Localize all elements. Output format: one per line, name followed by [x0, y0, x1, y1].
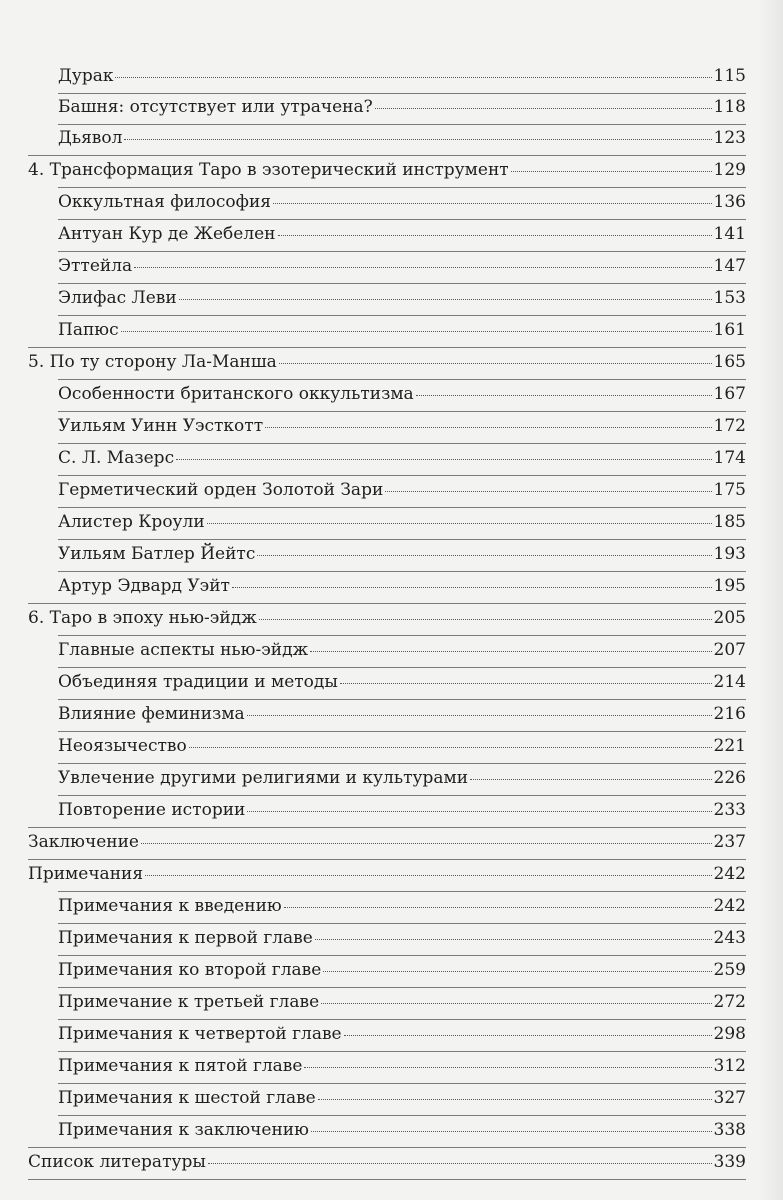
toc-entry-title: Примечания к шестой главе — [58, 1088, 316, 1108]
toc-entry-page: 207 — [713, 640, 746, 660]
toc-entry-page: 129 — [713, 160, 746, 180]
toc-entry[interactable] — [58, 798, 746, 822]
divider-rule — [58, 251, 746, 252]
divider-rule — [58, 1019, 746, 1020]
toc-entry-title: Главные аспекты нью-эйдж — [58, 640, 309, 660]
dot-leader — [265, 427, 711, 428]
toc-entry[interactable] — [58, 190, 746, 214]
toc-entry-page: 205 — [713, 608, 746, 628]
toc-entry-page: 237 — [713, 832, 746, 852]
toc-entry-title: Артур Эдвард Уэйт — [58, 576, 230, 596]
divider-rule — [58, 1051, 746, 1052]
toc-entry-page: 136 — [713, 192, 746, 212]
dot-leader — [310, 651, 711, 652]
dot-leader — [511, 171, 712, 172]
dot-leader — [121, 331, 712, 332]
divider-rule — [58, 1083, 746, 1084]
toc-entry-title: Примечания к введению — [58, 896, 282, 916]
toc-entry-title: 6. Таро в эпоху нью-эйдж — [28, 608, 257, 628]
toc-chapter-entry[interactable] — [28, 862, 746, 886]
divider-rule — [58, 1115, 746, 1116]
dot-leader — [318, 1099, 712, 1100]
divider-rule — [58, 475, 746, 476]
toc-entry-title: Влияние феминизма — [58, 704, 245, 724]
divider-rule — [58, 955, 746, 956]
toc-entry-title: Элифас Леви — [58, 288, 177, 308]
toc-entry-page: 226 — [713, 768, 746, 788]
dot-leader — [247, 715, 712, 716]
toc-entry[interactable] — [58, 318, 746, 342]
toc-entry[interactable] — [58, 1086, 746, 1110]
toc-entry-page: 298 — [713, 1024, 746, 1044]
toc-entry-title: Заключение — [28, 832, 139, 852]
dot-leader — [344, 1035, 712, 1036]
dot-leader — [416, 395, 712, 396]
divider-rule — [58, 891, 746, 892]
toc-entry-page: 242 — [713, 896, 746, 916]
dot-leader — [232, 587, 712, 588]
toc-chapter-entry[interactable] — [28, 830, 746, 854]
divider-rule — [28, 347, 746, 348]
dot-leader — [273, 203, 712, 204]
toc-entry-title: Примечания к первой главе — [58, 928, 313, 948]
divider-rule — [58, 443, 746, 444]
toc-entry-page: 153 — [713, 288, 746, 308]
toc-entry-title: Оккультная философия — [58, 192, 272, 212]
toc-entry-page: 161 — [713, 320, 746, 340]
dot-leader — [259, 619, 712, 620]
toc-entry-page: 327 — [713, 1088, 746, 1108]
toc-entry-page: 165 — [713, 352, 746, 372]
divider-rule — [28, 1147, 746, 1148]
toc-entry-title: 4. Трансформация Таро в эзотерический инструмент — [28, 160, 509, 180]
dot-leader — [340, 683, 712, 684]
toc-entry-page: 216 — [713, 704, 746, 724]
toc-entry-title: Башня: отсутствует или утрачена? — [58, 97, 373, 117]
toc-entry-page: 172 — [713, 416, 746, 436]
toc-entry[interactable] — [58, 126, 746, 150]
toc-entry-title: Примечания ко второй главе — [58, 960, 322, 980]
toc-entry-page: 147 — [713, 256, 746, 276]
divider-rule — [28, 827, 746, 828]
dot-leader — [304, 1067, 711, 1068]
divider-rule — [28, 1179, 746, 1180]
divider-rule — [58, 315, 746, 316]
toc-entry-title: Примечания к пятой главе — [58, 1056, 303, 1076]
toc-entry-page: 312 — [713, 1056, 746, 1076]
toc-entry[interactable] — [58, 702, 746, 726]
divider-rule — [58, 219, 746, 220]
toc-entry-title: Объединяя традиции и методы — [58, 672, 338, 692]
toc-entry-title: Список литературы — [28, 1152, 206, 1172]
toc-entry-title: Повторение истории — [58, 800, 246, 820]
toc-entry[interactable] — [58, 990, 746, 1014]
dot-leader — [189, 747, 712, 748]
toc-entry[interactable] — [58, 222, 746, 246]
toc-entry[interactable] — [58, 766, 746, 790]
toc-entry[interactable] — [58, 478, 746, 502]
toc-chapter-entry[interactable] — [28, 158, 746, 182]
toc-entry-page: 214 — [713, 672, 746, 692]
divider-rule — [58, 763, 746, 764]
dot-leader — [179, 299, 712, 300]
toc-chapter-entry[interactable] — [28, 350, 746, 374]
toc-entry-page: 118 — [713, 97, 746, 117]
dot-leader — [257, 555, 711, 556]
dot-leader — [385, 491, 711, 492]
toc-entry[interactable] — [58, 926, 746, 950]
dot-leader — [323, 971, 711, 972]
toc-entry-page: 339 — [713, 1152, 746, 1172]
divider-rule — [58, 731, 746, 732]
divider-rule — [58, 635, 746, 636]
divider-rule — [58, 571, 746, 572]
divider-rule — [58, 411, 746, 412]
toc-entry[interactable] — [58, 958, 746, 982]
toc-entry-page: 221 — [713, 736, 746, 756]
toc-entry-page: 174 — [713, 448, 746, 468]
dot-leader — [311, 1131, 712, 1132]
toc-entry[interactable] — [58, 382, 746, 406]
toc-entry-title: Уильям Уинн Уэсткотт — [58, 416, 264, 436]
toc-entry-page: 338 — [713, 1120, 746, 1140]
toc-entry[interactable] — [58, 734, 746, 758]
divider-rule — [28, 859, 746, 860]
dot-leader — [247, 811, 711, 812]
divider-rule — [58, 987, 746, 988]
toc-entry[interactable] — [58, 574, 746, 598]
toc-entry-title: Увлечение другими религиями и культурами — [58, 768, 469, 788]
toc-entry[interactable] — [58, 286, 746, 310]
page-edge-shadow — [759, 0, 783, 1200]
dot-leader — [375, 108, 712, 109]
toc-entry-title: 5. По ту сторону Ла-Манша — [28, 352, 277, 372]
toc-entry-title: Алистер Кроули — [58, 512, 205, 532]
divider-rule — [58, 539, 746, 540]
divider-rule — [58, 124, 746, 125]
toc-entry-page: 259 — [713, 960, 746, 980]
toc-entry-page: 167 — [713, 384, 746, 404]
dot-leader — [208, 1163, 712, 1164]
toc-entry[interactable] — [58, 542, 746, 566]
toc-entry-page: 272 — [713, 992, 746, 1012]
toc-entry-title: Эттейла — [58, 256, 133, 276]
toc-entry[interactable] — [58, 95, 746, 119]
toc-entry-title: Особенности британского оккультизма — [58, 384, 414, 404]
toc-entry[interactable] — [58, 1118, 746, 1142]
dot-leader — [141, 843, 712, 844]
dot-leader — [207, 523, 712, 524]
toc-entry-title: Герметический орден Золотой Зари — [58, 480, 384, 500]
toc-entry-title: Неоязычество — [58, 736, 187, 756]
toc-entry-title: Папюс — [58, 320, 119, 340]
toc-entry-page: 141 — [713, 224, 746, 244]
divider-rule — [58, 283, 746, 284]
toc-entry-title: Антуан Кур де Жебелен — [58, 224, 276, 244]
toc-entry-page: 242 — [713, 864, 746, 884]
divider-rule — [58, 93, 746, 94]
toc-entry-title: Примечания к заключению — [58, 1120, 309, 1140]
toc-entry[interactable] — [58, 510, 746, 534]
toc-entry-page: 115 — [713, 66, 746, 86]
dot-leader — [470, 779, 711, 780]
dot-leader — [315, 939, 712, 940]
divider-rule — [58, 699, 746, 700]
toc-entry[interactable] — [58, 670, 746, 694]
dot-leader — [124, 139, 711, 140]
toc-entry-page: 123 — [713, 128, 746, 148]
dot-leader — [321, 1003, 711, 1004]
toc-entry-title: С. Л. Мазерс — [58, 448, 175, 468]
dot-leader — [145, 875, 711, 876]
toc-entry-title: Дьявол — [58, 128, 123, 148]
toc-entry[interactable] — [58, 446, 746, 470]
toc-entry[interactable] — [58, 1054, 746, 1078]
toc-entry-page: 175 — [713, 480, 746, 500]
toc-entry-page: 193 — [713, 544, 746, 564]
dot-leader — [176, 459, 711, 460]
toc-entry-page: 243 — [713, 928, 746, 948]
divider-rule — [28, 155, 746, 156]
toc-entry-page: 233 — [713, 800, 746, 820]
dot-leader — [284, 907, 712, 908]
divider-rule — [58, 923, 746, 924]
divider-rule — [58, 667, 746, 668]
toc-entry-title: Примечания к четвертой главе — [58, 1024, 342, 1044]
dot-leader — [134, 267, 711, 268]
divider-rule — [28, 603, 746, 604]
toc-entry-page: 185 — [713, 512, 746, 532]
toc-entry-title: Уильям Батлер Йейтс — [58, 544, 256, 564]
toc-chapter-entry[interactable] — [28, 606, 746, 630]
divider-rule — [58, 795, 746, 796]
toc-chapter-entry[interactable] — [28, 1150, 746, 1174]
divider-rule — [58, 187, 746, 188]
toc-entry[interactable] — [58, 64, 746, 88]
toc-entry-page: 195 — [713, 576, 746, 596]
toc-entry[interactable] — [58, 414, 746, 438]
toc-entry-title: Примечания — [28, 864, 144, 884]
dot-leader — [115, 77, 711, 78]
toc-entry[interactable] — [58, 254, 746, 278]
toc-entry[interactable] — [58, 1022, 746, 1046]
toc-entry[interactable] — [58, 894, 746, 918]
toc-entry-title: Дурак — [58, 66, 114, 86]
dot-leader — [279, 363, 712, 364]
toc-entry-title: Примечание к третьей главе — [58, 992, 320, 1012]
divider-rule — [58, 379, 746, 380]
dot-leader — [278, 235, 712, 236]
toc-entry[interactable] — [58, 638, 746, 662]
divider-rule — [58, 507, 746, 508]
